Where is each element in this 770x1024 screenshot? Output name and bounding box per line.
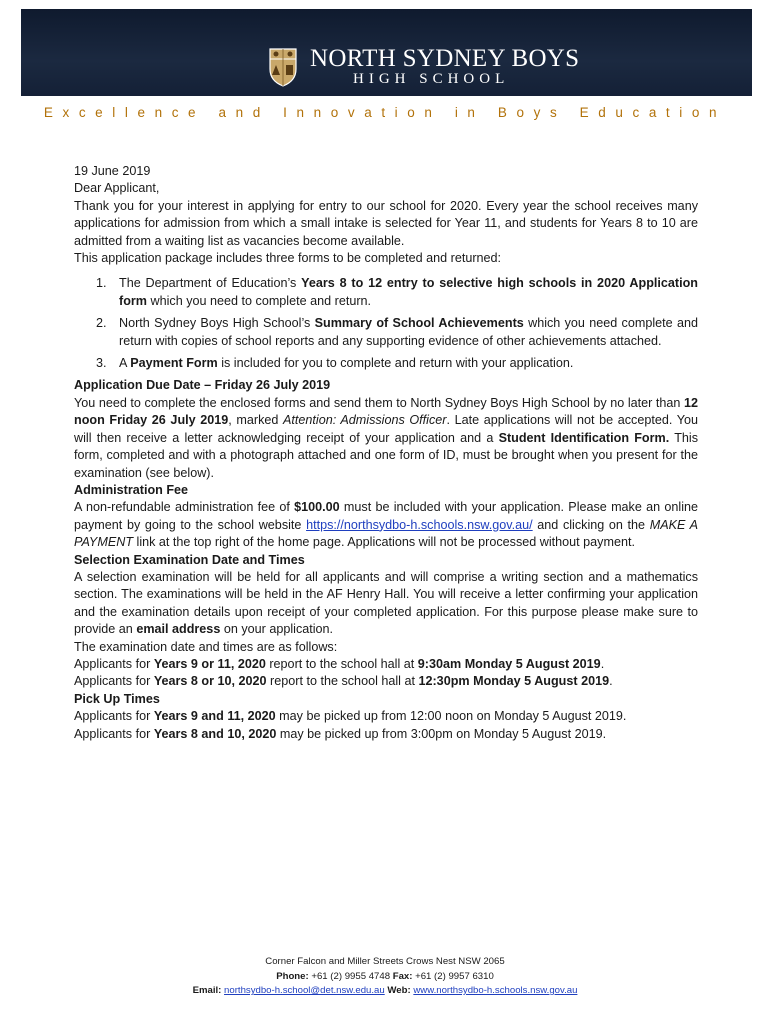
footer-address: Corner Falcon and Miller Streets Crows Nest NSW 2065 <box>265 956 505 967</box>
school-website-link[interactable]: https://northsydbo-h.schools.nsw.gov.au/ <box>306 517 533 532</box>
exam-time-row: Applicants for Years 8 or 10, 2020 report to the school hall at 12:30pm Monday 5 August 2019. <box>74 674 613 689</box>
salutation: Dear Applicant, <box>74 181 160 196</box>
intro-paragraph: Thank you for your interest in applying for entry to our school for 2020. Every year the school receives many applications for admission from which a small intake is selected for Year 11, and students for Years 8 to 10 are admitted from a waiting list as vacancies become available. <box>74 198 698 248</box>
exam-times-intro: The examination date and times are as follows: <box>74 639 338 654</box>
footer-phone-fax: Phone: +61 (2) 9955 4748 Fax: +61 (2) 9957 6310 <box>276 970 494 982</box>
footer-email-link[interactable]: northsydbo-h.school@det.nsw.edu.au <box>224 985 385 996</box>
list-item: 3. A Payment Form is included for you to complete and return with your application. <box>96 356 574 371</box>
due-date-paragraph: You need to complete the enclosed forms and send them to North Sydney Boys High School by no later than 12 noon Friday 26 July 2019, marked Attention: Admissions Officer. Late applications will not be accepted. You will then receive a letter acknowledging receipt of your application and a Student Identification Form. This form, completed and with a photograph attached and one form of ID, must be brought when you present for the examination (see below). <box>74 395 698 480</box>
pickup-row: Applicants for Years 8 and 10, 2020 may be picked up from 3:00pm on Monday 5 August 2019. <box>74 726 607 741</box>
package-intro: This application package includes three forms to be completed and returned: <box>74 251 502 266</box>
list-item: 2. North Sydney Boys High School’s Summary of School Achievements which you need complete and return with copies of school reports and any supporting evidence of other achievements attached. <box>96 316 698 348</box>
fee-heading: Administration Fee <box>74 482 189 497</box>
letter-body <box>74 163 698 743</box>
letter-footer <box>0 955 770 999</box>
due-date-heading: Application Due Date – Friday 26 July 2019 <box>74 378 331 393</box>
school-name: NORTH SYDNEY BOYS <box>310 45 580 72</box>
letter-date: 19 June 2019 <box>74 164 151 178</box>
pickup-heading: Pick Up Times <box>74 691 160 706</box>
footer-contact: Email: northsydbo-h.school@det.nsw.edu.au Web: www.northsydbo-h.schools.nsw.gov.au <box>192 985 578 996</box>
letterhead-banner <box>21 9 752 96</box>
school-crest-icon <box>268 47 298 87</box>
exam-heading: Selection Examination Date and Times <box>74 552 305 567</box>
fee-paragraph: A non-refundable administration fee of $100.00 must be included with your application. Please make an online payment by going to the school website https://northsydbo-h.schools.nsw.gov.au/ and clicking on the MAKE A PAYMENT link at the top right of the home page. Applications will not be processed without payment. <box>74 500 698 550</box>
list-item: 1. The Department of Education’s Years 8 to 12 entry to selective high schools in 2020 Application form which you need to complete and return. <box>96 276 698 308</box>
exam-time-row: Applicants for Years 9 or 11, 2020 report to the school hall at 9:30am Monday 5 August 2019. <box>74 656 605 671</box>
school-tagline: Excellence and Innovation in Boys Education <box>43 105 727 120</box>
exam-paragraph: A selection examination will be held for all applicants and will comprise a writing section and a mathematics section. The examinations will be held in the AF Henry Hall. You will receive a letter confirming your application and the examination details upon receipt of your completed application. For this purpose please make sure to provide an email address on your application. <box>74 569 698 637</box>
forms-list <box>74 275 698 372</box>
school-subtitle: HIGH SCHOOL <box>353 71 510 87</box>
footer-web-link[interactable]: www.northsydbo-h.schools.nsw.gov.au <box>413 985 578 996</box>
pickup-row: Applicants for Years 9 and 11, 2020 may be picked up from 12:00 noon on Monday 5 August 2019. <box>74 709 627 724</box>
